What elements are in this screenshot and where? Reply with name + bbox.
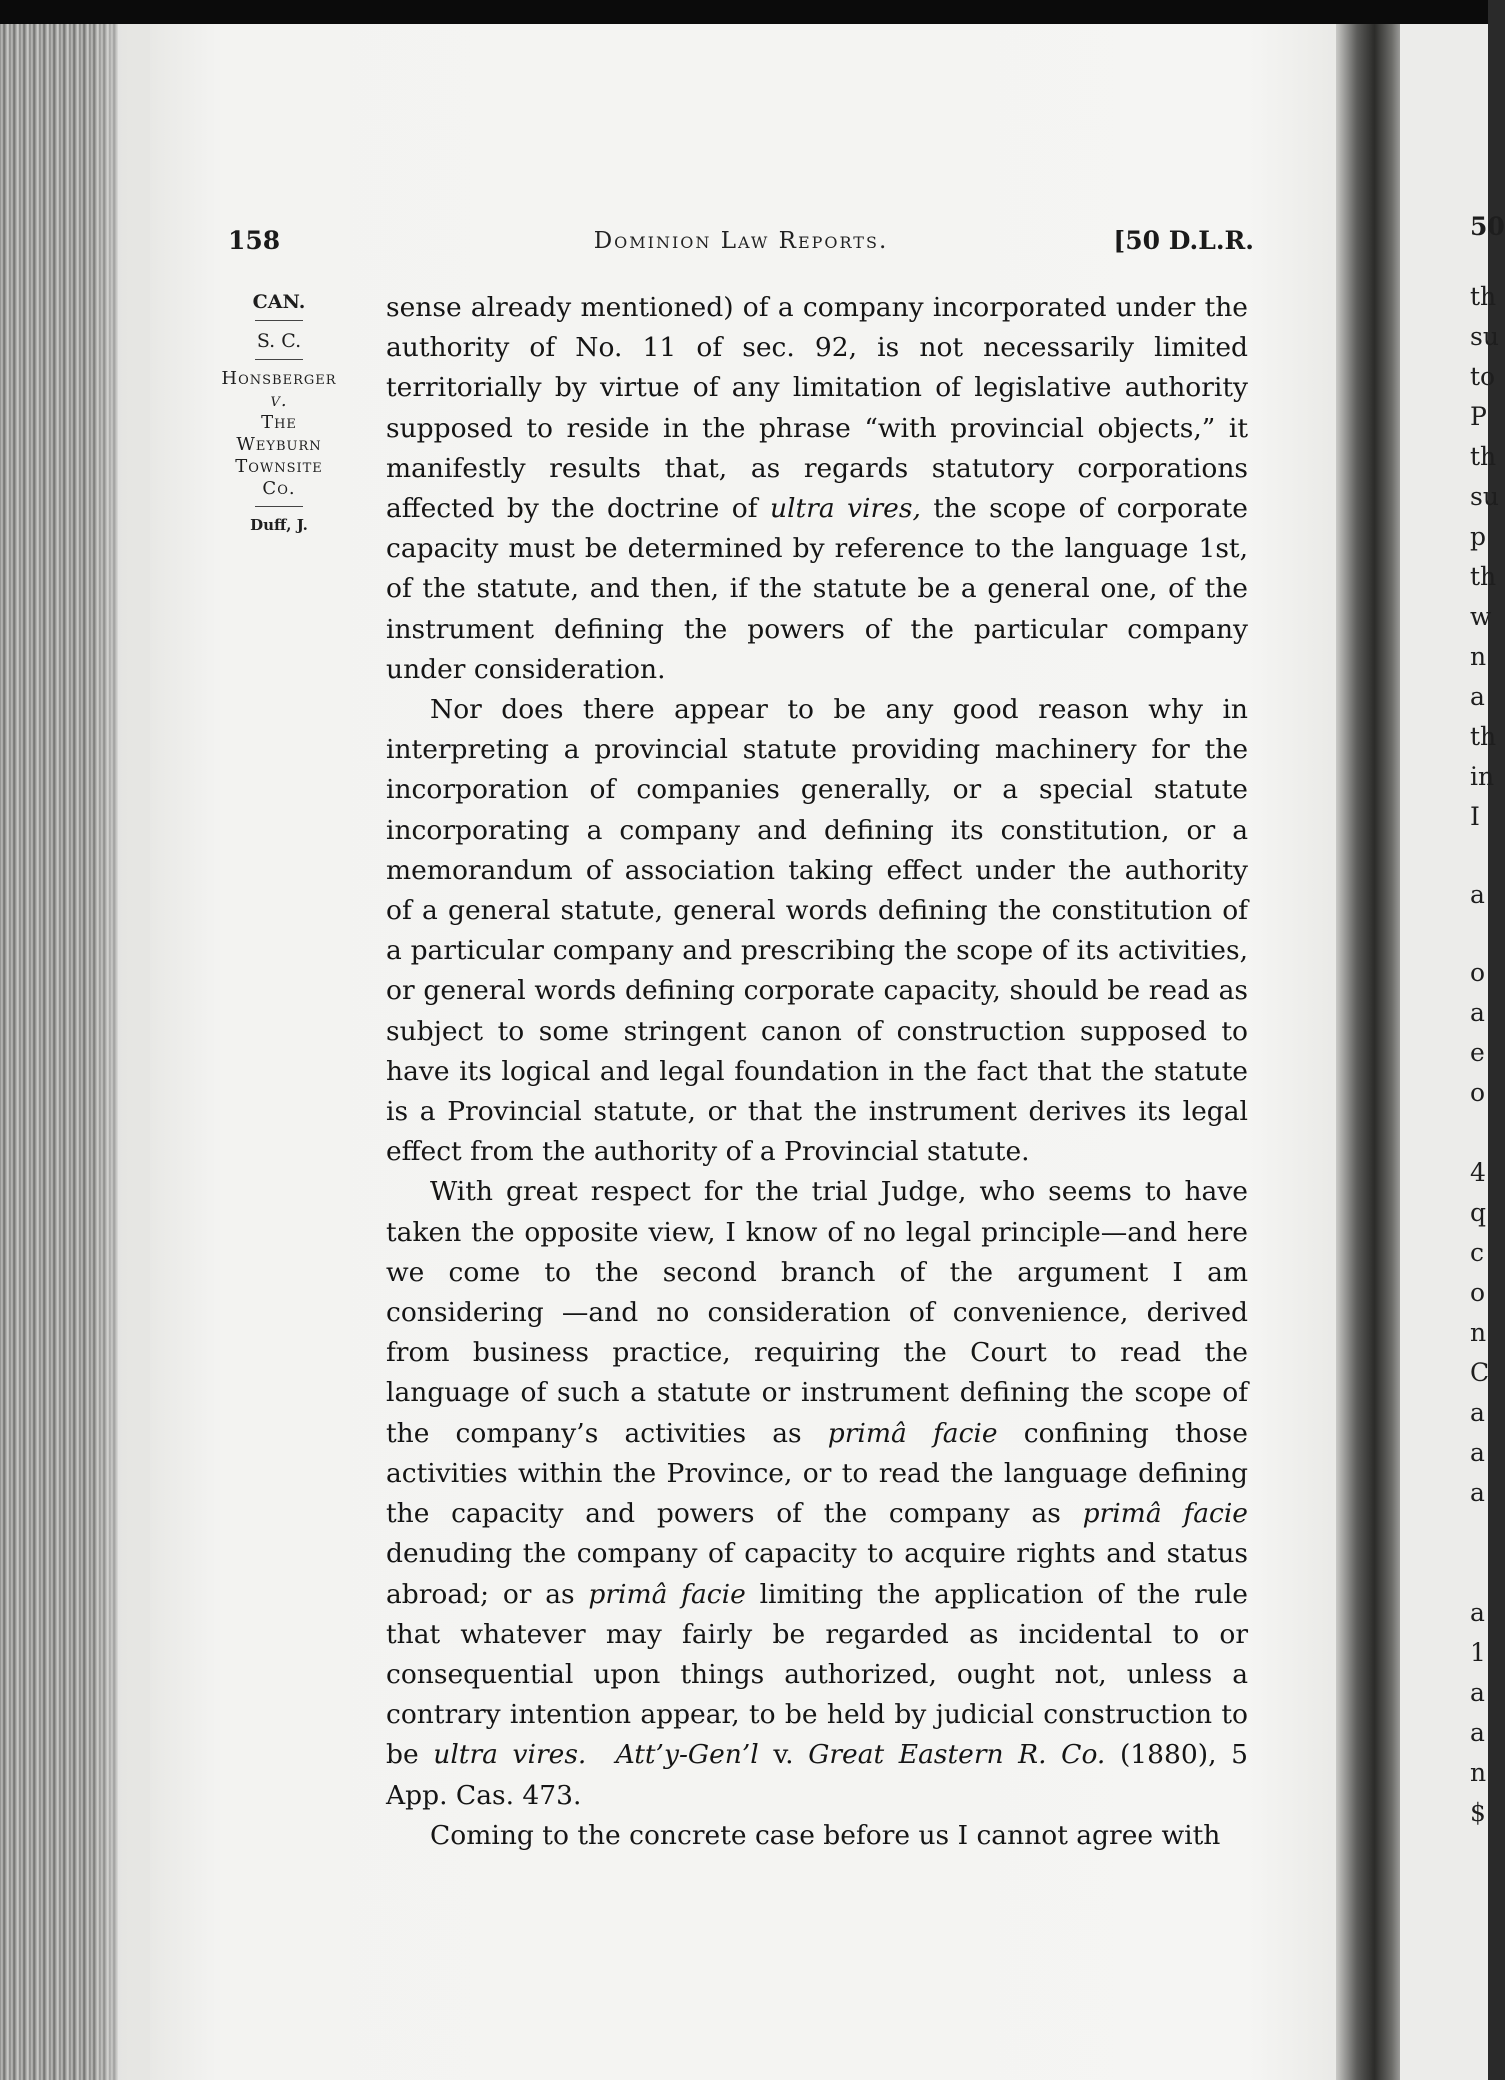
facing-page-line-fragment: n — [1470, 1318, 1487, 1347]
facing-page-line-fragment: c — [1470, 1238, 1485, 1267]
facing-page-line-fragment: a — [1470, 1678, 1485, 1707]
sidenote-court: S. C. — [256, 330, 302, 352]
paragraph-3-text-a: With great respect for the trial Judge, who seems to have taken the opposite view, I know of no legal principle—and here we come to the second branch of the argument I am considering —and no consideration of convenience, derived from business practice, requiring the Court to read the language of such a statute or instrument defining the scope of the company’s activities as — [386, 1176, 1248, 1449]
facing-page-line-fragment: n — [1470, 1758, 1487, 1787]
citation-reference: (1880), 5 App. Cas. 473. — [386, 1739, 1248, 1811]
citation-party-1: Att’y-Gen’l — [615, 1739, 759, 1771]
paragraph-3-italic-3: primâ facie — [588, 1578, 746, 1610]
judgment-text — [386, 288, 1248, 1856]
facing-page-line-fragment: su — [1470, 322, 1499, 351]
facing-page-line-fragment: a — [1470, 998, 1485, 1027]
facing-page-line-fragment: C — [1470, 1358, 1490, 1387]
facing-page-line-fragment: I — [1470, 802, 1480, 831]
facing-page-line-fragment: a — [1470, 1718, 1485, 1747]
facing-page-line-fragment: a — [1470, 1478, 1485, 1507]
paragraph-1-italic: ultra vires, — [769, 493, 921, 525]
paragraph-1 — [386, 288, 1248, 690]
facing-page-line-fragment: e — [1470, 1038, 1485, 1067]
facing-page-line-fragment: th — [1470, 722, 1497, 751]
facing-page-line-fragment: th — [1470, 562, 1497, 591]
page-header — [228, 226, 1254, 266]
facing-page-line-fragment: p — [1470, 522, 1487, 551]
facing-page-line-fragment: $ — [1470, 1798, 1486, 1827]
paragraph-4-text: Coming to the concrete case before us I cannot agree with — [430, 1819, 1221, 1851]
facing-page-line-fragment: o — [1470, 1078, 1486, 1107]
paragraph-2-text: Nor does there appear to be any good reason why in interpreting a provincial statute providing machinery for the incorporation of companies generally, or a special statute incorporating a company and defining its constitution, or a memorandum of association taking effect under the authority of a general statute, general words defining the constitution of a particular company and prescribing the scope of its activities, or general words defining corporate capacity, should be read as subject to some stringent canon of construction supposed to have its logical and legal foundation in the fact that the statute is a Provincial statute, or that the instrument derives its legal effect from the authority of a Provincial statute. — [386, 694, 1248, 1168]
sidenote-party-2-line-1: The — [261, 412, 297, 433]
paragraph-3-italic-2: primâ facie — [1082, 1498, 1248, 1530]
paragraph-3-italic-1: primâ facie — [827, 1417, 998, 1449]
facing-page-line-fragment: a — [1470, 880, 1485, 909]
volume-reference: [50 D.L.R. — [1113, 226, 1254, 255]
citation-versus: v. — [773, 1739, 794, 1771]
paragraph-3 — [386, 1172, 1248, 1815]
case-sidenote — [186, 290, 372, 535]
facing-page-line-fragment: o — [1470, 958, 1486, 987]
facing-page-line-fragment: n — [1470, 642, 1487, 671]
facing-page-line-fragment: in — [1470, 762, 1495, 791]
scan-top-border — [0, 0, 1488, 24]
facing-page-line-fragment: P — [1470, 402, 1487, 431]
facing-page-line-fragment: w — [1470, 602, 1492, 631]
paragraph-3-text-c: denuding the company of capacity to acquire rights and status abroad; or as — [386, 1538, 1248, 1610]
facing-page-line-fragment: q — [1470, 1198, 1487, 1227]
sidenote-party-1: Honsberger — [221, 368, 337, 389]
paragraph-3-text-b: confining those activities within the Province, or to read the language defining the capacity and powers of the company as — [386, 1417, 1248, 1530]
sidenote-party-2-line-4: Co. — [262, 478, 296, 499]
sidenote-rule — [255, 506, 303, 507]
facing-page-line-fragment: th — [1470, 442, 1497, 471]
page-number: 158 — [228, 226, 281, 255]
sidenote-judge: Duff, J. — [250, 516, 308, 534]
sidenote-party-2-line-2: Weyburn — [236, 434, 322, 455]
facing-page-line-fragment: a — [1470, 1398, 1485, 1427]
facing-page-line-fragment: su — [1470, 482, 1499, 511]
facing-page-line-fragment: 50 — [1470, 212, 1505, 241]
facing-page-line-fragment: 1 — [1470, 1638, 1486, 1667]
sidenote-party-2-line-3: Townsite — [235, 456, 323, 477]
sidenote-rule — [255, 359, 303, 360]
paragraph-1-text: sense already mentioned) of a company incorporated under the authority of No. 11 of sec. 92, is not necessarily limited territorially by virtue of any limitation of legislative authority supposed to reside in the phrase “with provincial objects,” it manifestly results that, as regards statutory corporations affected by the doctrine of — [386, 292, 1248, 525]
facing-page-line-fragment: a — [1470, 682, 1485, 711]
facing-page-line-fragment: 4 — [1470, 1158, 1486, 1187]
sidenote-rule — [255, 320, 303, 321]
paragraph-1-text-cont: the scope of corporate capacity must be determined by reference to the language 1st, of the statute, and then, if the statute be a general one, of the instrument defining the powers of the particular company under consideration. — [386, 493, 1248, 685]
book-edge-shadow — [90, 24, 150, 2080]
citation-party-2: Great Eastern R. Co. — [808, 1739, 1106, 1771]
sidenote-versus: v. — [270, 390, 288, 411]
sidenote-jurisdiction: CAN. — [252, 291, 306, 313]
facing-page-line-fragment: a — [1470, 1438, 1485, 1467]
facing-page-line-fragment: th — [1470, 282, 1497, 311]
paragraph-2 — [386, 690, 1248, 1172]
facing-page-line-fragment: to — [1470, 362, 1496, 391]
paragraph-3-text-d: limiting the application of the rule that whatever may fairly be regarded as incidental to or consequential upon things authorized, ought not, unless a contrary intention appear, to be held by judicial construction to be — [386, 1578, 1248, 1771]
facing-page-line-fragment: o — [1470, 1278, 1486, 1307]
facing-page-fragment — [1400, 24, 1505, 2080]
paragraph-4 — [386, 1816, 1248, 1856]
paragraph-3-italic-4: ultra vires. — [433, 1739, 587, 1771]
facing-page-line-fragment: a — [1470, 1598, 1485, 1627]
running-title: Dominion Law Reports. — [593, 228, 889, 254]
